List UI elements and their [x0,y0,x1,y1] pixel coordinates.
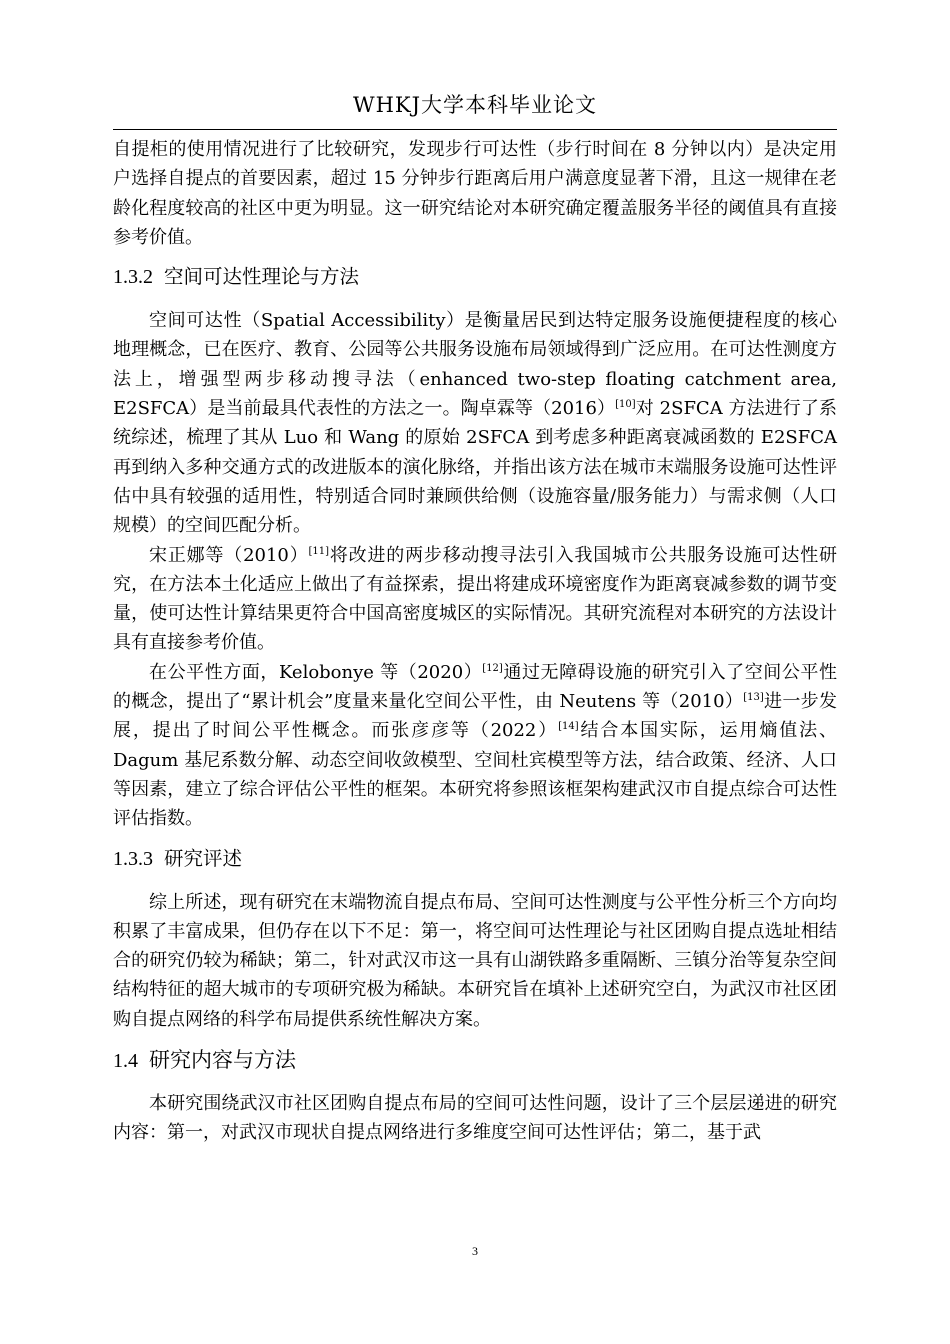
paragraph-review: 综上所述，现有研究在末端物流自提点布局、空间可达性测度与公平性分析三个方向均积累了丰富成果，但仍存在以下不足：第一，将空间可达性理论与社区团购自提点选址相结合的研究仍较为稀缺；第二，针对武汉市这一具有山湖铁路多重隔断、三镇分治等复杂空间结构特征的超大城市的专项研究极为稀缺。本研究旨在填补上述研究空白，为武汉市社区团购自提点网络的科学布局提供系统性解决方案。 [113,891,837,1030]
text-run: 对 2SFCA 方法进行了系统综述，梳理了其从 Luo 和 Wang 的原始 2SFCA 到考虑多种距离衰减函数的 E2SFCA 再到纳入多种交通方式的改进版本的演化脉络，并指出该方法在城市末端服务设施可达性评估中具有较强的适用性，特别适合同时兼顾供给侧（设施容量/服务能力）与需求侧（人口规模）的空间匹配分析。 [113,398,837,537]
section-title: 研究评述 [164,846,243,870]
page-number: 3 [472,1244,478,1258]
citation-ref: [13] [743,692,764,704]
citation-ref: [10] [615,399,636,411]
section-heading-1-3-2 [113,263,837,291]
text-run: 空间可达性（Spatial Accessibility）是衡量居民到达特定服务设施便捷程度的核心地理概念，已在医疗、教育、公园等公共服务设施布局领域得到广泛应用。在可达性测度方法上，增强型两步移动搜寻法（enhanced two-step floating catchment area, E2SFCA）是当前最具代表性的方法之一。陶卓霖等（2016） [113,310,837,420]
section-title: 空间可达性理论与方法 [164,265,360,289]
section-heading-1-4 [113,1045,837,1075]
paragraph-song [113,541,837,658]
page-header: WHKJ大学本科毕业论文 [352,93,597,117]
citation-ref: [14] [558,721,579,733]
paragraph-research-content: 本研究围绕武汉市社区团购自提点布局的空间可达性问题，设计了三个层层递进的研究内容：第一，对武汉市现状自提点网络进行多维度空间可达性评估；第二，基于武 [113,1093,837,1144]
section-heading-1-3-3 [113,845,837,873]
text-run: 将改进的两步移动搜寻法引入我国城市公共服务设施可达性研究，在方法本土化适应上做出了有益探索，提出将建成环境密度作为距离衰减参数的调节变量，使可达性计算结果更符合中国高密度城区的实际情况。其研究流程对本研究的方法设计具有直接参考价值。 [113,544,838,654]
paragraph-continuation: 自提柜的使用情况进行了比较研究，发现步行可达性（步行时间在 8 分钟以内）是决定用户选择自提点的首要因素，超过 15 分钟步行距离后用户满意度显著下滑，且这一规律在老龄化程度较高的社区中更为明显。这一研究结论对本研究确定覆盖服务半径的阈值具有直接参考价值。 [113,139,837,248]
paragraph-spatial-accessibility [113,306,837,540]
text-run: 在公平性方面，Kelobonye 等（2020） [149,661,483,683]
section-number: 1.4 [113,1050,138,1073]
text-run: 通过无障碍设施的研究引入了空间公平性的概念，提出了“累计机会”度量来量化空间公平性，由 Neutens 等（2010） [113,661,837,713]
body-content [113,135,837,1148]
section-number: 1.3.2 [113,266,153,289]
section-number: 1.3.3 [113,847,153,870]
text-run: 进一步发展，提出了时间公平性概念。而张彦彦等（2022） [113,691,838,742]
header-rule [113,129,837,130]
section-title: 研究内容与方法 [149,1048,296,1073]
citation-ref: [11] [308,545,330,557]
citation-ref: [12] [482,662,503,674]
text-run: 宋正娜等（2010） [149,544,309,566]
text-run: 结合本国实际，运用熵值法、Dagum 基尼系数分解、动态空间收敛模型、空间杜宾模型等方法，结合政策、经济、人口等因素，建立了综合评估公平性的框架。本研究将参照该框架构建武汉市自提点综合可达性评估指数。 [113,720,837,830]
paragraph-equity [113,658,837,834]
